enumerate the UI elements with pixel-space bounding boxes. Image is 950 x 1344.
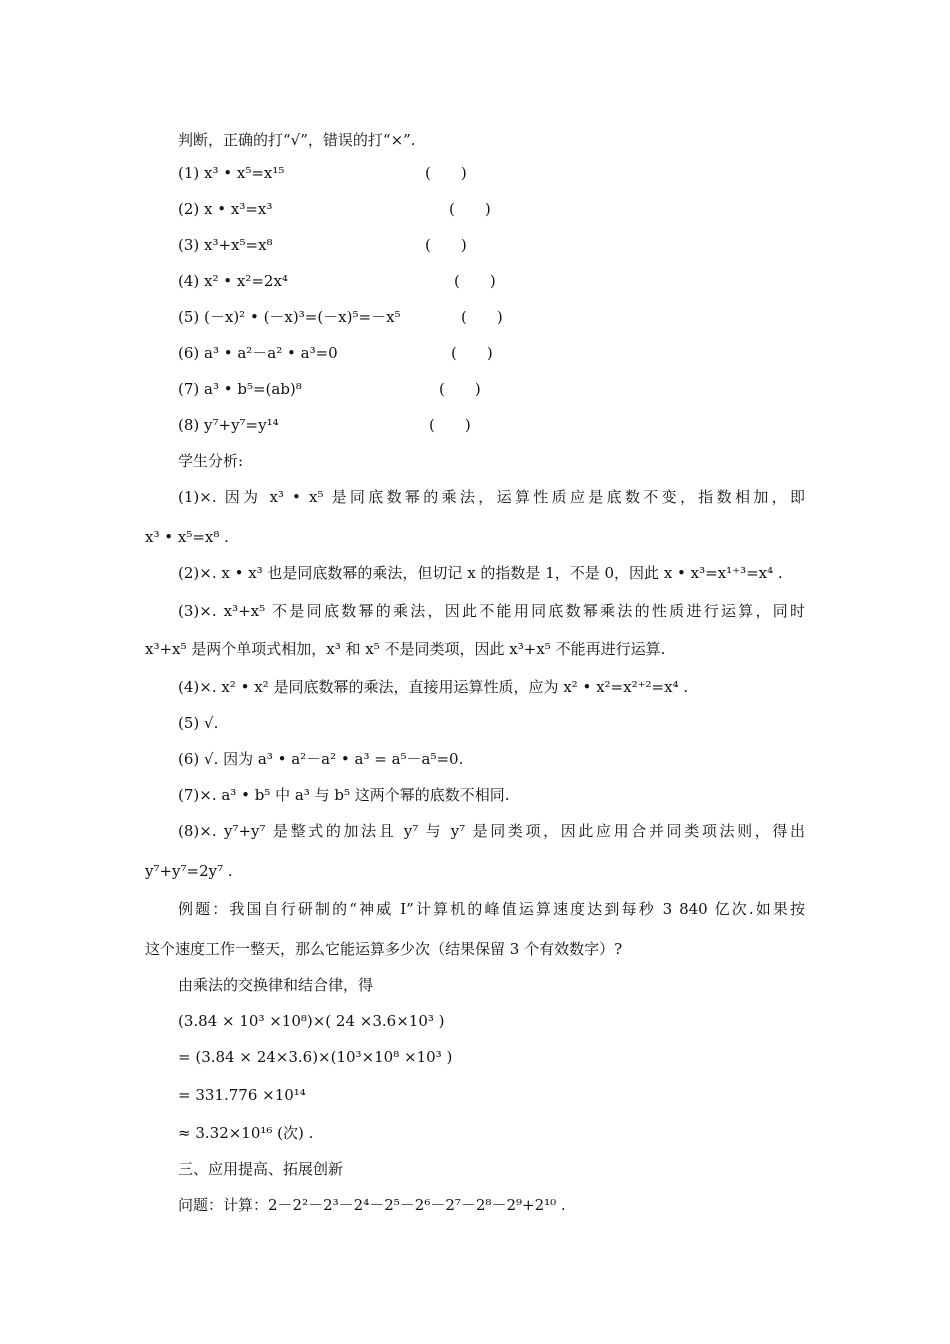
analysis-1-line-1: (1)×. 因为 x³ • x⁵ 是同底数幂的乘法，运算性质应是底数不变，指数相加，即 [178,488,805,506]
item-7-expression: (7) a³ • b⁵=(ab)⁸ [178,380,302,398]
analysis-4: (4)×. x² • x² 是同底数幂的乘法，直接用运算性质，应为 x² • x²=x²⁺²=x⁴ . [178,678,689,696]
calculation-step-2: = (3.84 × 24×3.6)×(10³×10⁸ ×10³ ) [178,1048,453,1066]
item-5-answer-blank: ( ) [461,308,503,326]
analysis-3-line-2: x³+x⁵ 是两个单项式相加，x³ 和 x⁵ 不是同类项，因此 x³+x⁵ 不能再进行运算. [145,640,666,658]
example-law-statement: 由乘法的交换律和结合律，得 [178,976,374,994]
analysis-heading: 学生分析: [178,452,244,470]
item-3-expression: (3) x³+x⁵=x⁸ [178,236,273,254]
item-1-expression: (1) x³ • x⁵=x¹⁵ [178,164,285,182]
analysis-1-line-2: x³ • x⁵=x⁸ . [145,528,229,546]
item-2-answer-blank: ( ) [449,200,491,218]
item-8-expression: (8) y⁷+y⁷=y¹⁴ [178,416,279,434]
calculation-step-1: (3.84 × 10³ ×10⁸)×( 24 ×3.6×10³ ) [178,1012,445,1030]
analysis-3-line-1: (3)×. x³+x⁵ 不是同底数幂的乘法，因此不能用同底数幂乘法的性质进行运算，同时 [178,602,805,620]
intro-instruction: 判断，正确的打“√”，错误的打“×”. [178,131,416,149]
item-7-answer-blank: ( ) [439,380,481,398]
item-2-expression: (2) x • x³=x³ [178,200,273,218]
item-6-expression: (6) a³ • a²－a² • a³=0 [178,344,338,362]
example-line-1: 例题：我国自行研制的“神威 I”计算机的峰值运算速度达到每秒 3 840 亿次.如果按 [178,900,805,918]
item-4-answer-blank: ( ) [454,272,496,290]
item-4-expression: (4) x² • x²=2x⁴ [178,272,288,290]
example-line-2: 这个速度工作一整天，那么它能运算多少次（结果保留 3 个有效数字）? [145,940,623,958]
item-8-answer-blank: ( ) [429,416,471,434]
analysis-5: (5) √. [178,714,219,732]
problem-statement: 问题：计算：2－2²－2³－2⁴－2⁵－2⁶－2⁷－2⁸－2⁹+2¹⁰ . [178,1196,566,1214]
analysis-8-line-2: y⁷+y⁷=2y⁷ . [145,862,233,880]
analysis-2: (2)×. x • x³ 也是同底数幂的乘法，但切记 x 的指数是 1，不是 0，因此 x • x³=x¹⁺³=x⁴ . [178,564,783,582]
analysis-8-line-1: (8)×. y⁷+y⁷ 是整式的加法且 y⁷ 与 y⁷ 是同类项，因此应用合并同类项法则，得出 [178,822,805,840]
item-6-answer-blank: ( ) [451,344,493,362]
analysis-6: (6) √. 因为 a³ • a²－a² • a³ = a⁵－a⁵=0. [178,750,464,768]
analysis-7: (7)×. a³ • b⁵ 中 a³ 与 b⁵ 这两个幂的底数不相同. [178,786,510,804]
calculation-step-4: ≈ 3.32×10¹⁶ (次) . [178,1124,314,1142]
calculation-step-3: = 331.776 ×10¹⁴ [178,1086,306,1104]
item-5-expression: (5) (－x)² • (－x)³=(－x)⁵=－x⁵ [178,308,401,326]
item-3-answer-blank: ( ) [425,236,467,254]
item-1-answer-blank: ( ) [425,164,467,182]
section-3-heading: 三、应用提高、拓展创新 [178,1160,344,1178]
